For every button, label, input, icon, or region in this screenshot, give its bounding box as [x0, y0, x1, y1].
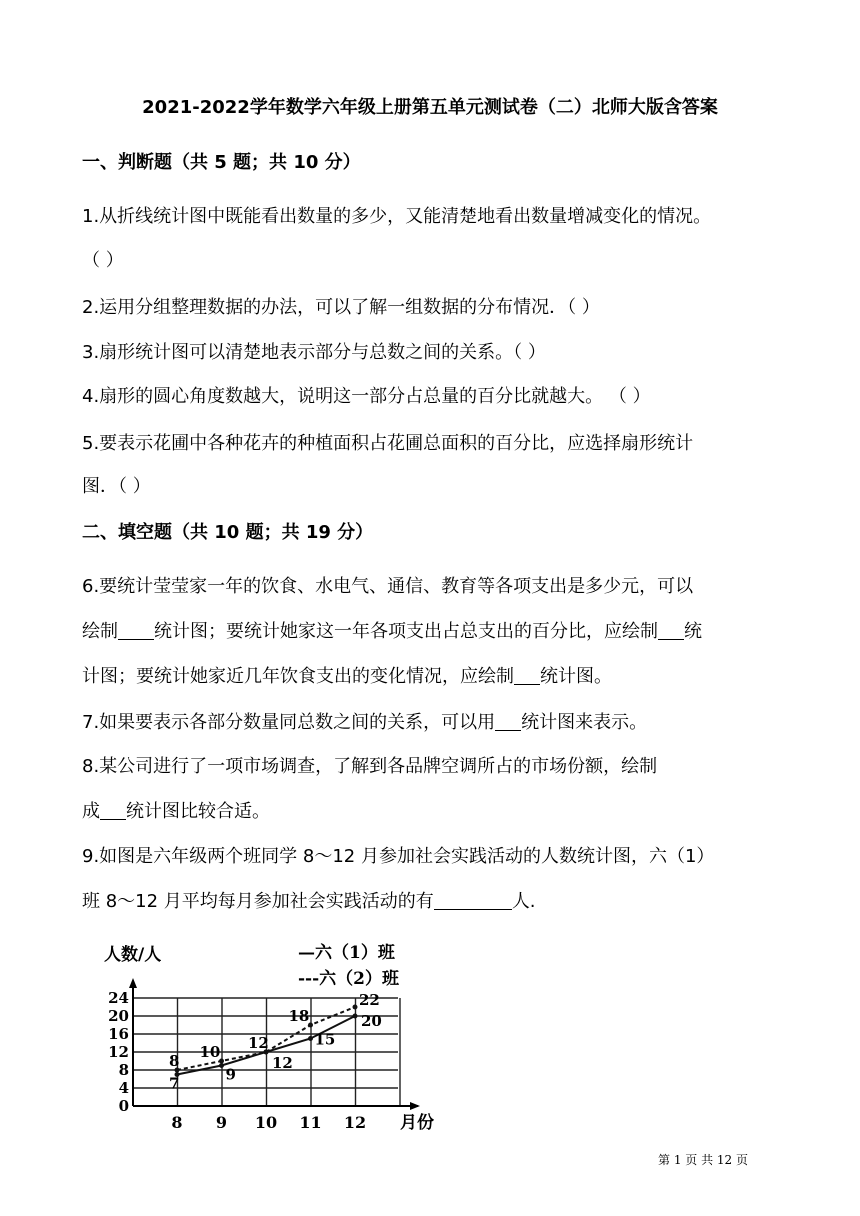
- section-fill-heading: 二、填空题（共 10 题；共 19 分）: [82, 522, 374, 543]
- y-tick-label: 0: [118, 1097, 129, 1115]
- data-label: 7: [169, 1074, 180, 1093]
- answer-blank-6b[interactable]: [658, 621, 684, 640]
- question-8-line-2: [82, 797, 270, 823]
- data-point: [353, 1014, 358, 1019]
- question-7-text-b: 统计图来表示。: [521, 712, 648, 733]
- question-7: [82, 708, 647, 734]
- question-2: 2.运用分组整理数据的办法，可以了解一组数据的分布情况．（ ）: [82, 297, 600, 318]
- question-6-text-c: 统: [684, 621, 702, 642]
- x-tick-label: 11: [299, 1113, 322, 1132]
- x-tick-label: 12: [343, 1113, 367, 1132]
- question-8-line-1: 8.某公司进行了一项市场调查，了解到各品牌空调所占的市场份额，绘制: [82, 756, 658, 777]
- question-6-text-a: 绘制: [82, 621, 118, 642]
- data-label: 20: [361, 1012, 382, 1030]
- question-1-line-1: 1.从折线统计图中既能看出数量的多少，又能清楚地看出数量增减变化的情况。: [82, 206, 712, 227]
- y-tick-label: 16: [108, 1025, 129, 1043]
- question-7-text-a: 7.如果要表示各部分数量同总数之间的关系，可以用: [82, 712, 496, 733]
- data-label: 8: [169, 1052, 180, 1070]
- question-6-line-2: [82, 617, 702, 643]
- question-6-text-b: 统计图；要统计她家这一年各项支出占总支出的百分比，应绘制: [154, 621, 658, 642]
- data-point: [353, 1005, 358, 1010]
- data-label: 9: [225, 1065, 236, 1084]
- line-chart: [98, 940, 458, 1140]
- data-point: [219, 1063, 224, 1068]
- answer-blank-9[interactable]: [434, 891, 512, 910]
- y-tick-label: 4: [118, 1079, 129, 1097]
- answer-blank-7[interactable]: [495, 712, 521, 731]
- y-tick-label: 24: [108, 989, 129, 1007]
- answer-blank-6a[interactable]: [118, 621, 154, 640]
- y-tick-label: 8: [118, 1061, 129, 1079]
- chart-labels: [108, 989, 382, 1132]
- y-axis-label: 人数/人: [104, 945, 162, 965]
- question-6-text-e: 统计图。: [540, 666, 612, 687]
- y-axis-arrow: [129, 978, 137, 988]
- question-5-line-1: 5.要表示花圃中各种花卉的种植面积占花圃总面积的百分比，应选择扇形统计: [82, 433, 694, 454]
- question-6-line-1: 6.要统计莹莹家一年的饮食、水电气、通信、教育等各项支出是多少元，可以: [82, 576, 694, 597]
- question-6-text-d: 计图；要统计她家近几年饮食支出的变化情况，应绘制: [82, 666, 514, 687]
- chart-legend: [298, 942, 400, 989]
- data-label: 10: [199, 1043, 221, 1061]
- x-axis-label: 月份: [400, 1113, 434, 1133]
- answer-blank-8[interactable]: [100, 801, 126, 820]
- x-axis-arrow: [410, 1102, 420, 1110]
- page-footer: 第 1 页 共 12 页: [658, 1153, 748, 1167]
- data-label: 22: [359, 991, 380, 1009]
- question-6-line-3: [82, 662, 612, 688]
- x-tick-label: 10: [254, 1113, 278, 1132]
- legend-entry-2: ---六（2）班: [298, 969, 399, 989]
- data-label: 12: [272, 1054, 293, 1072]
- data-point: [308, 1036, 313, 1041]
- question-9-text-a: 班 8～12 月平均每月参加社会实践活动的有: [82, 891, 434, 912]
- question-8-text-b: 统计图比较合适。: [126, 801, 270, 822]
- x-tick-label: 9: [215, 1113, 228, 1132]
- data-label: 12: [248, 1034, 269, 1052]
- question-8-text-a: 成: [82, 801, 100, 822]
- x-tick-label: 8: [171, 1113, 183, 1132]
- legend-entry-1: —六（1）班: [298, 943, 395, 963]
- data-label: 18: [288, 1007, 310, 1025]
- section-judgement-heading: 一、判断题（共 5 题；共 10 分）: [82, 152, 361, 173]
- question-3: 3.扇形统计图可以清楚地表示部分与总数之间的关系。（ ）: [82, 342, 546, 363]
- question-9-text-b: 人.: [511, 891, 536, 912]
- y-tick-label: 12: [108, 1043, 129, 1061]
- page-title: 2021-2022学年数学六年级上册第五单元测试卷（二）北师大版含答案: [142, 97, 718, 118]
- data-label: 15: [314, 1030, 336, 1049]
- question-1-line-2: （ ）: [82, 250, 124, 271]
- question-9-line-2: [82, 887, 536, 913]
- question-5-line-2: 图．（ ）: [82, 476, 151, 497]
- question-9-line-1: 9.如图是六年级两个班同学 8～12 月参加社会实践活动的人数统计图，六（1）: [82, 846, 715, 867]
- question-4: 4.扇形的圆心角度数越大，说明这一部分占总量的百分比就越大。 （ ）: [82, 386, 651, 407]
- y-tick-label: 20: [108, 1007, 129, 1025]
- answer-blank-6c[interactable]: [514, 666, 540, 685]
